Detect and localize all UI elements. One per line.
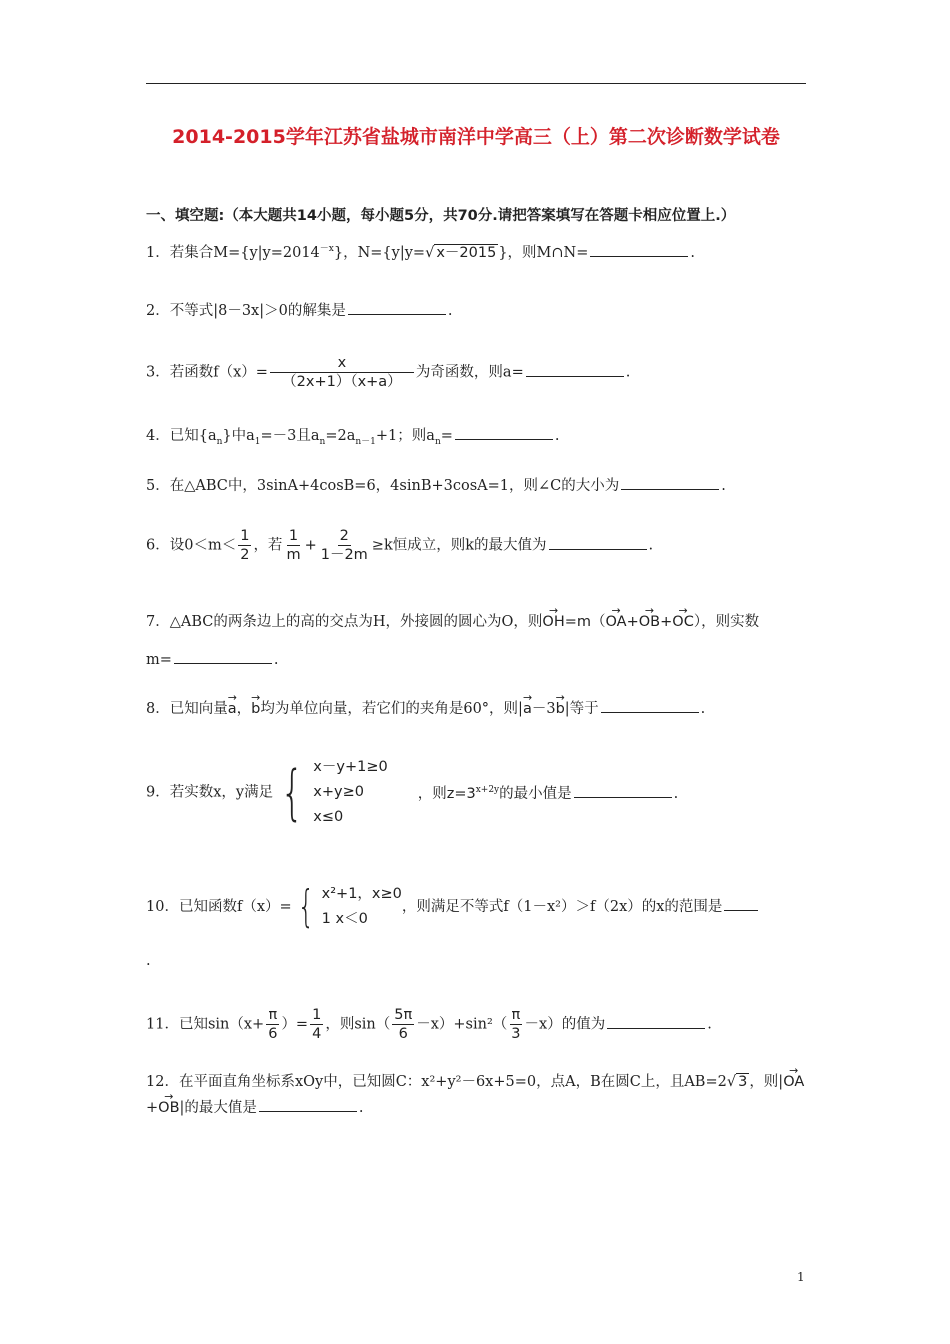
answer-blank[interactable] <box>590 242 688 257</box>
fraction: $\frac{x}{(2x+1)(x+a)}$ <box>270 354 414 391</box>
answer-blank[interactable] <box>601 698 699 713</box>
question-12: 12．在平面直角坐标系xOy中，已知圆C：x²+y²－6x+5=0，点A，B在圆C上，且AB=2√ 3 ，则|→ OA <box>146 1070 804 1094</box>
page-number: 1 <box>797 1270 805 1284</box>
question-10-line-2: . <box>146 953 151 969</box>
answer-blank[interactable] <box>174 649 272 664</box>
question-5: 5．在△ABC中，3sinA+4cosB=6，4sinB+3cosA=1，则∠C的大小为 . <box>146 474 726 498</box>
answer-blank[interactable] <box>574 783 672 798</box>
answer-blank[interactable] <box>549 535 647 550</box>
question-10: 10．已知函数f（x）= { x²+1，x≥0 1 x＜0 ，则满足不等式f（1－x²）＞f（2x）的x的范围是 <box>146 882 760 932</box>
section-heading: 一、填空题:（本大题共14小题，每小题5分，共70分.请把答案填写在答题卡相应位置上.） <box>146 208 736 224</box>
header-rule <box>146 83 806 84</box>
question-2: 2．不等式|8－3x|＞0的解集是 . <box>146 299 452 323</box>
question-3: 3．若函数f（x）= $\frac{x}{(2x+1)(x+a)}$ 为奇函数，则a= . <box>146 355 631 390</box>
answer-blank[interactable] <box>259 1097 357 1112</box>
sqrt-expression: √ x－2015 <box>425 244 497 261</box>
piecewise-function: { x²+1，x≥0 1 x＜0 <box>297 881 402 932</box>
question-12-line-2: +→ OB|的最大值是 . <box>146 1096 364 1120</box>
answer-blank[interactable] <box>526 362 624 377</box>
question-11: 11．已知sin（x+ $\frac{\pi}{6}$ ）= $\frac{1}{4}$ ，则sin（ $\frac{5\pi}{6}$ －x）+sin²（ $\frac{\pi}{3}$ －x）的值为 . <box>146 1007 712 1042</box>
question-1: 1．若集合$M=\{y|y=2014^{-x}\}$，N={y|y=√ x－2015 }，则M∩N= . <box>146 237 695 265</box>
question-7: 7．△ABC的两条边上的高的交点为H，外接圆的圆心为O，则→ OH=m（→ OA+→ OB+→ OC），则实数 <box>146 610 759 634</box>
answer-blank[interactable] <box>607 1014 705 1029</box>
answer-blank[interactable] <box>724 896 758 911</box>
question-8: 8．已知向量→ a，→ b均为单位向量，若它们的夹角是60°，则|→ a－3→ b|等于 . <box>146 697 705 721</box>
page-title: 2014-2015学年江苏省盐城市南洋中学高三（上）第二次诊断数学试卷 <box>172 126 780 148</box>
question-9: 9．若实数x，y满足 { x－y+1≥0 x+y≥0 x≤0 ，则$z=3^{x+2y}$的最小值是 . <box>146 755 678 830</box>
question-4: 4．已知$\{a_n\}$中$a_1=-3$且$a_n=2a_{n-1}+1$；则$a_n=$ . <box>146 424 560 454</box>
answer-blank[interactable] <box>348 300 446 315</box>
question-7-line-2: m= . <box>146 648 279 672</box>
question-6: 6．设0＜m＜ $\frac{1}{2}$ ，若 $\frac{1}{m}$ + $\frac{2}{1-2m}$ ≥k恒成立，则k的最大值为 . <box>146 528 654 563</box>
inequality-system: { x－y+1≥0 x+y≥0 x≤0 <box>280 757 388 828</box>
answer-blank[interactable] <box>621 475 719 490</box>
answer-blank[interactable] <box>455 425 553 440</box>
